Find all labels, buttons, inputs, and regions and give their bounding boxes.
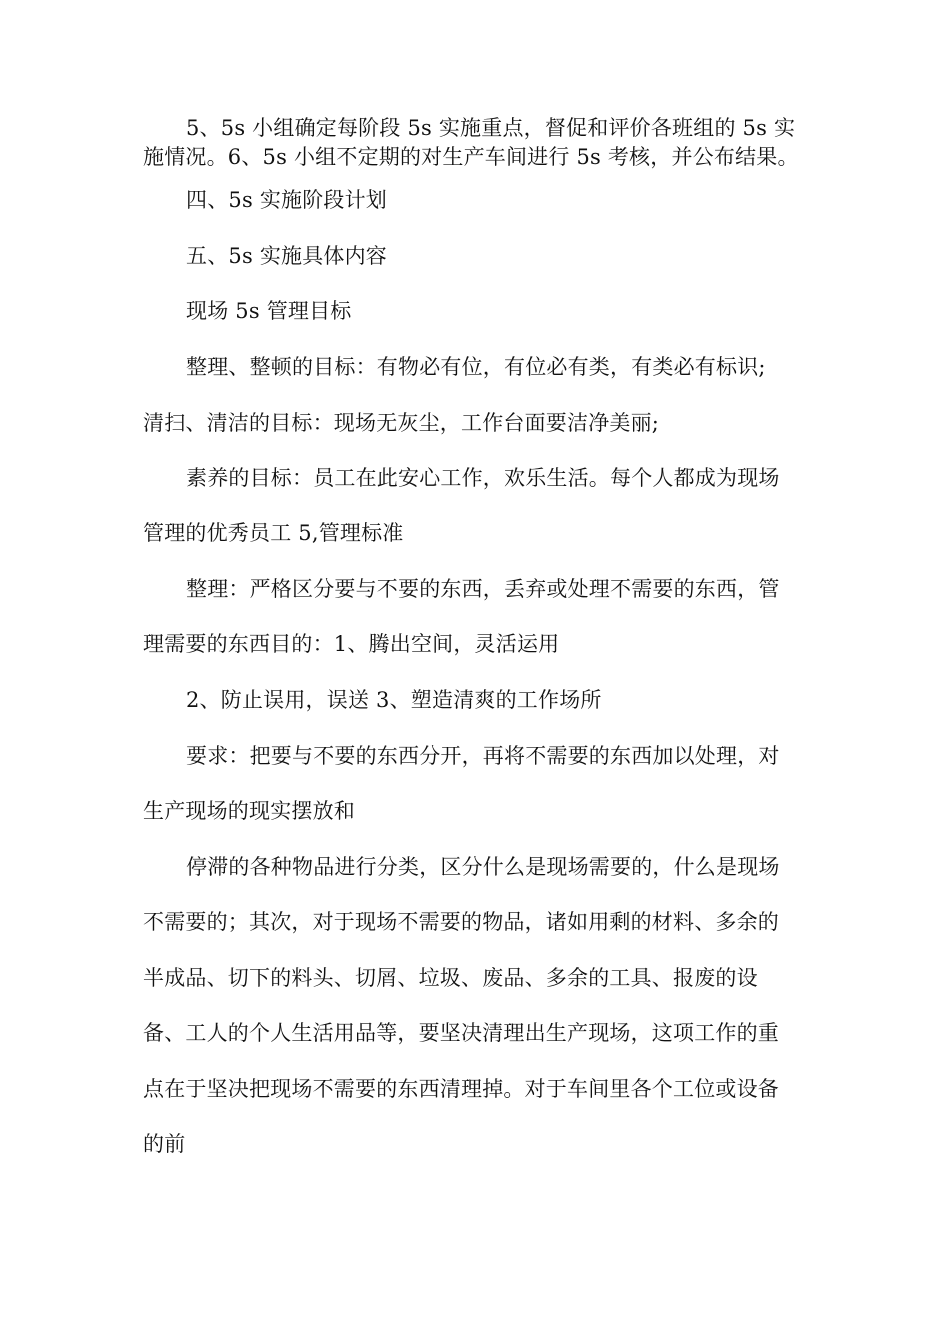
paragraph-line: 停滞的各种物品进行分类，区分什么是现场需要的，什么是现场 [186,855,780,879]
paragraph-line: 要求：把要与不要的东西分开，再将不需要的东西加以处理，对 [186,744,780,768]
paragraph-line: 理需要的东西目的：1、腾出空间，灵活运用 [143,632,560,656]
paragraph-line: 不需要的；其次，对于现场不需要的物品，诸如用剩的材料、多余的 [143,910,779,934]
paragraph-line: 点在于坚决把现场不需要的东西清理掉。对于车间里各个工位或设备 [143,1077,779,1101]
subsection-heading: 现场 5s 管理目标 [186,299,352,323]
paragraph-line: 备、工人的个人生活用品等，要坚决清理出生产现场，这项工作的重 [143,1021,779,1045]
paragraph-line: 管理的优秀员工 5,管理标准 [143,521,404,545]
paragraph-line: 清扫、清洁的目标：现场无灰尘，工作台面要洁净美丽; [143,411,660,435]
section-heading: 四、5s 实施阶段计划 [186,188,388,212]
paragraph-line: 2、防止误用，误送 3、塑造清爽的工作场所 [186,688,602,712]
paragraph-line: 整理：严格区分要与不要的东西，丢弃或处理不需要的东西，管 [186,577,780,601]
paragraph-line: 生产现场的现实摆放和 [143,799,355,823]
section-heading: 五、5s 实施具体内容 [186,244,388,268]
paragraph-line: 施情况。6、5s 小组不定期的对生产车间进行 5s 考核，并公布结果。 [143,145,799,169]
paragraph-line: 5、5s 小组确定每阶段 5s 实施重点，督促和评价各班组的 5s 实 [186,116,796,140]
paragraph-line: 整理、整顿的目标：有物必有位，有位必有类，有类必有标识; [186,355,766,379]
paragraph-line: 半成品、切下的料头、切屑、垃圾、废品、多余的工具、报废的设 [143,966,758,990]
paragraph-line: 素养的目标：员工在此安心工作，欢乐生活。每个人都成为现场 [186,466,780,490]
paragraph-line: 的前 [143,1132,186,1156]
